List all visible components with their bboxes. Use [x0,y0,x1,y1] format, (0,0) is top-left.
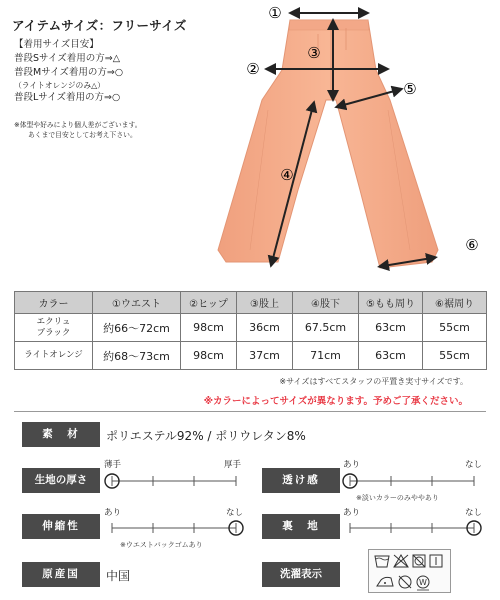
thickness-left-label: 薄手 [104,460,122,470]
thickness-right-label: 厚手 [224,460,242,470]
sheer-right-label: なし [465,460,483,470]
stretch-note: ※ウエストバックゴムあり [120,541,203,549]
pants-measurement-diagram [0,0,500,285]
rise-cell: 36cm [237,314,293,342]
hip-cell: 98cm [181,342,237,370]
thickness-scale [104,472,244,490]
size-guide-s: 普段Sサイズ着用の方⇒△ [14,53,121,64]
marker-4: ④ [280,166,294,184]
no-bleach-icon [394,555,408,567]
pants-shape [218,20,438,268]
wash-tub-icon [375,556,389,567]
size-note-1: ※体型や好みにより個人差がございます。 [14,121,142,129]
marker-1: ① [268,4,282,22]
material-value: ポリエステル92% / ポリウレタン8% [106,429,306,443]
stretch-left-label: あり [104,508,122,518]
size-guide-heading: 【着用サイズ目安】 [14,39,99,50]
divider [14,411,486,412]
lining-scale [342,519,482,537]
no-dry-clean-icon [399,576,411,588]
lining-label: 裏 地 [262,514,340,539]
svg-text:W: W [419,578,427,587]
table-row [15,342,487,370]
color-cell: エクリュ ブラック [15,314,93,342]
waist-cell: 約68〜73cm [93,342,181,370]
origin-label: 原産国 [22,562,100,587]
size-color-warning: ※カラーによってサイズが異なります。予めご了承ください。 [203,396,468,407]
marker-6: ⑥ [465,236,479,254]
header-thigh: ⑤もも周り [359,292,423,314]
sheer-note: ※淡いカラーのみややあり [356,494,439,502]
header-color: カラー [15,292,93,314]
care-label: 洗濯表示 [262,562,340,587]
waist-cell: 約66〜72cm [93,314,181,342]
line-dry-icon [430,555,442,567]
marker-5: ⑤ [403,80,417,98]
thickness-label: 生地の厚さ [22,468,100,493]
size-table-header [15,292,487,314]
sheer-scale [342,472,482,490]
hem-cell: 55cm [423,314,487,342]
table-row [15,314,487,342]
care-symbols [368,549,451,593]
rise-cell: 37cm [237,342,293,370]
header-hip: ②ヒップ [181,292,237,314]
inseam-cell: 71cm [293,342,359,370]
thigh-cell: 63cm [359,314,423,342]
header-waist: ①ウエスト [93,292,181,314]
origin-value: 中国 [106,569,131,583]
header-inseam: ④股下 [293,292,359,314]
size-table [14,291,487,370]
size-guide-m-note: （ライトオレンジのみ△） [14,81,105,90]
hem-cell: 55cm [423,342,487,370]
lining-right-label: なし [465,508,483,518]
size-guide-l: 普段Lサイズ着用の方⇒○ [14,92,121,103]
sheer-label: 透け感 [262,468,340,493]
stretch-label: 伸縮性 [22,514,100,539]
sheer-left-label: あり [343,460,361,470]
size-note-2: あくまで目安としてお考え下さい。 [28,131,137,139]
header-hem: ⑥裾周り [423,292,487,314]
size-measure-note: ※サイズはすべてスタッフの平置き実寸サイズです。 [279,377,468,386]
stretch-scale [104,519,244,537]
material-label: 素 材 [22,422,100,447]
marker-3: ③ [307,44,321,62]
item-size-title: アイテムサイズ：フリーサイズ [12,18,187,33]
inseam-cell: 67.5cm [293,314,359,342]
color-cell: ライトオレンジ [15,342,93,370]
lining-left-label: あり [343,508,361,518]
hip-cell: 98cm [181,314,237,342]
thigh-cell: 63cm [359,342,423,370]
marker-2: ② [246,60,260,78]
iron-icon [377,577,393,586]
size-guide-m: 普段Mサイズ着用の方⇒○ [14,67,124,78]
header-rise: ③股上 [237,292,293,314]
no-tumble-dry-icon [413,555,425,567]
stretch-right-label: なし [226,508,244,518]
wet-clean-icon [417,576,429,590]
